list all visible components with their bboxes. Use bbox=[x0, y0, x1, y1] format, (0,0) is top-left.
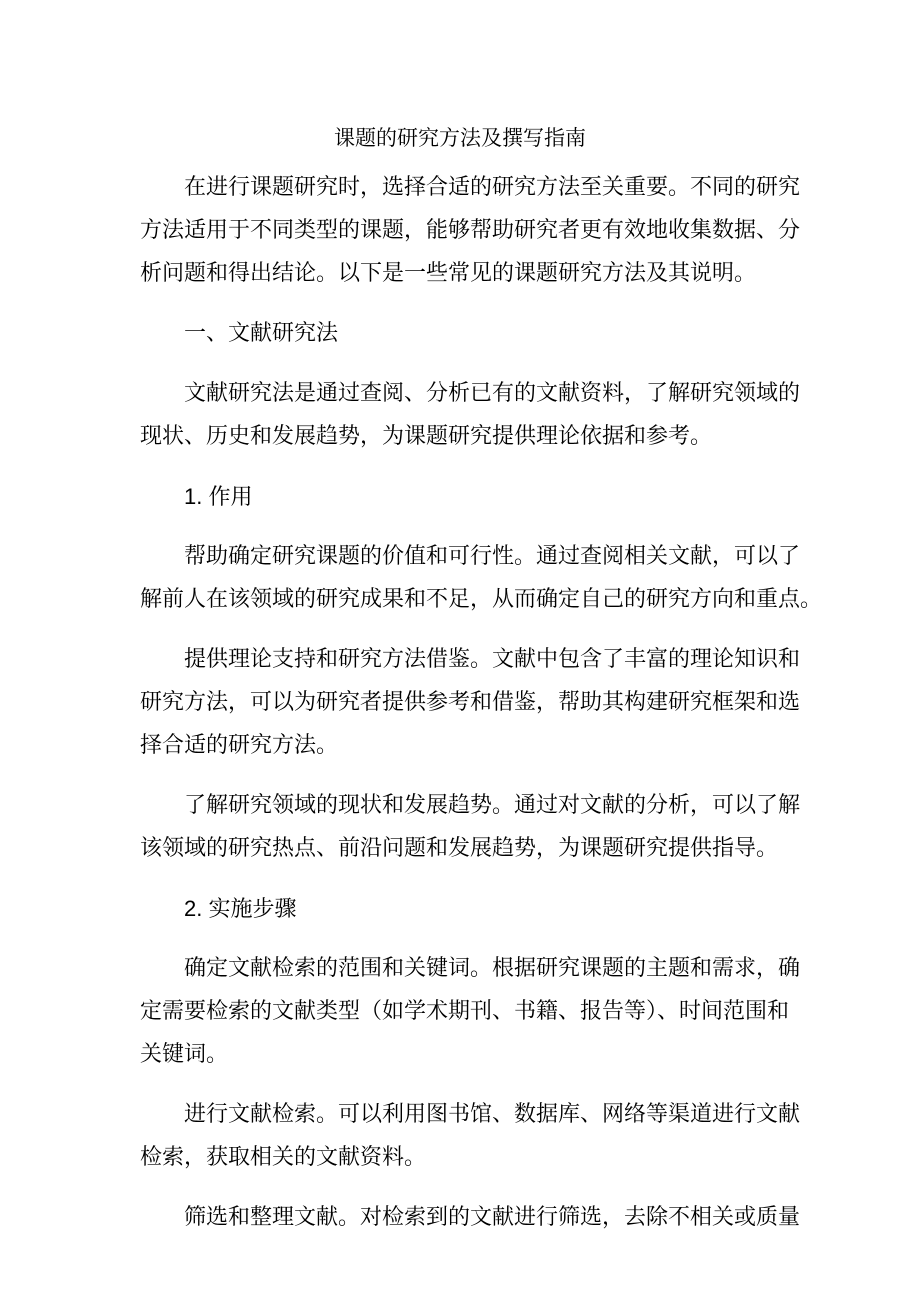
steps-paragraph-2 bbox=[140, 1093, 801, 1179]
paragraph-line: 提供理论支持和研究方法借鉴。文献中包含了丰富的理论知识和 bbox=[184, 647, 801, 672]
paragraph-line: 检索，获取相关的文献资料。 bbox=[140, 1145, 427, 1170]
paragraph-line: 研究方法，可以为研究者提供参考和借鉴，帮助其构建研究框架和选 bbox=[140, 690, 801, 715]
paragraph-line: 关键词。 bbox=[140, 1042, 229, 1067]
paragraph-line: 在进行课题研究时，选择合适的研究方法至关重要。不同的研究 bbox=[184, 175, 801, 200]
subheading-text: 2. 实施步骤 bbox=[184, 896, 297, 921]
paragraph-line: 该领域的研究热点、前沿问题和发展趋势，为课题研究提供指导。 bbox=[140, 836, 779, 861]
paragraph-line: 帮助确定研究课题的价值和可行性。通过查阅相关文献，可以了 bbox=[184, 544, 801, 569]
purpose-paragraph-3 bbox=[140, 784, 801, 870]
paragraph-line: 择合适的研究方法。 bbox=[140, 733, 339, 758]
section-heading-literature bbox=[140, 312, 785, 355]
paragraph-line: 文献研究法是通过查阅、分析已有的文献资料，了解研究领域的 bbox=[184, 381, 801, 406]
steps-paragraph-3 bbox=[140, 1196, 801, 1239]
paragraph-line: 现状、历史和发展趋势，为课题研究提供理论依据和参考。 bbox=[140, 424, 713, 449]
paragraph-line: 析问题和得出结论。以下是一些常见的课题研究方法及其说明。 bbox=[140, 261, 757, 286]
purpose-paragraph-1 bbox=[140, 535, 823, 621]
subheading-purpose bbox=[140, 475, 785, 518]
literature-definition-paragraph bbox=[140, 372, 801, 458]
document-body bbox=[140, 166, 823, 1239]
subheading-steps bbox=[140, 887, 785, 930]
paragraph-line: 筛选和整理文献。对检索到的文献进行筛选，去除不相关或质量 bbox=[184, 1205, 801, 1230]
paragraph-line: 解前人在该领域的研究成果和不足，从而确定自己的研究方向和重点。 bbox=[140, 587, 823, 612]
steps-paragraph-1 bbox=[140, 947, 801, 1076]
paragraph-line: 了解研究领域的现状和发展趋势。通过对文献的分析，可以了解 bbox=[184, 793, 801, 818]
paragraph-line: 进行文献检索。可以利用图书馆、数据库、网络等渠道进行文献 bbox=[184, 1102, 801, 1127]
paragraph-line: 方法适用于不同类型的课题，能够帮助研究者更有效地收集数据、分 bbox=[140, 218, 801, 243]
purpose-paragraph-2 bbox=[140, 638, 801, 767]
document-title: 课题的研究方法及撰写指南 bbox=[334, 126, 586, 150]
intro-paragraph bbox=[140, 166, 801, 295]
paragraph-line: 定需要检索的文献类型（如学术期刊、书籍、报告等）、时间范围和 bbox=[140, 999, 790, 1024]
paragraph-line: 确定文献检索的范围和关键词。根据研究课题的主题和需求，确 bbox=[184, 956, 801, 981]
section-heading-text: 一、文献研究法 bbox=[184, 321, 339, 346]
subheading-text: 1. 作用 bbox=[184, 484, 253, 509]
